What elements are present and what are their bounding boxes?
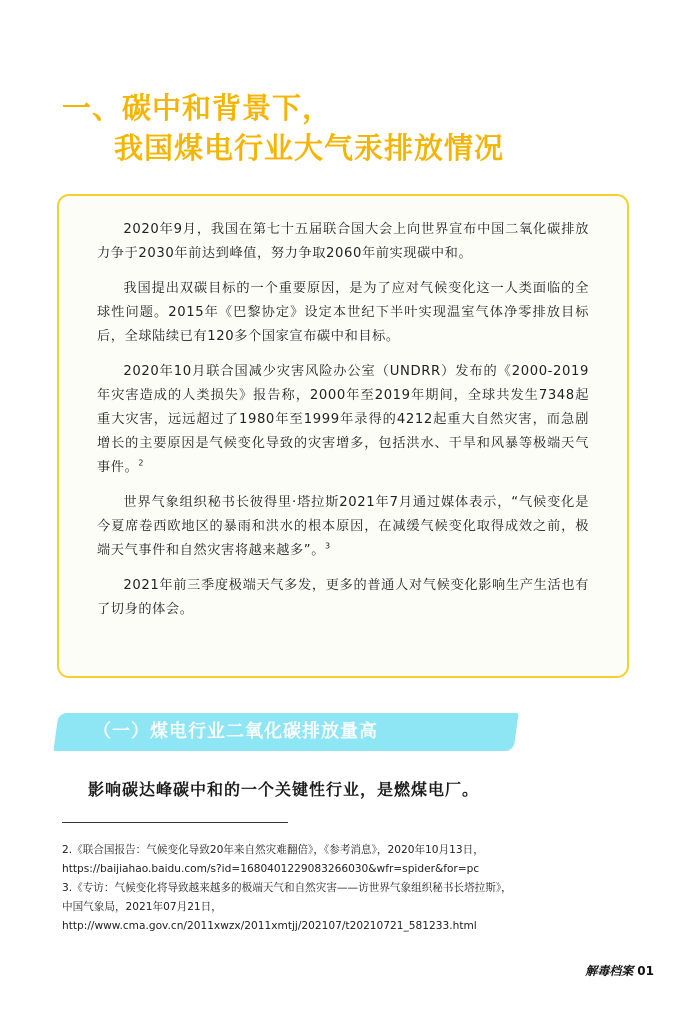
- intro-paragraph-2-text: 我国提出双碳目标的一个重要原因，是为了应对气候变化这一人类面临的全球性问题。2015年《巴黎协定》设定本世纪下半叶实现温室气体净零排放目标后，全球陆续已有120多个国家宣布碳中和目标。: [97, 281, 589, 344]
- page-title: [62, 88, 504, 168]
- intro-box: [57, 194, 629, 678]
- footnote-2-link[interactable]: https://baijiahao.baidu.com/s?id=1680401229083266030&wfr=spider&for=pc: [62, 863, 480, 875]
- section-heading: （一）煤电行业二氧化碳排放量高: [93, 721, 378, 742]
- footnote-ref-3[interactable]: 3: [325, 541, 331, 551]
- intro-paragraph-3-text: 2020年10月联合国减少灾害风险办公室（UNDRR）发布的《2000-2019年灾害造成的人类损失》报告称，2000年至2019年期间，全球共发生7348起重大灾害，远远超过了1980年至1999年录得的4212起重大自然灾害，而急剧增长的主要原因是气候变化导致的灾害增多，包括洪水、干旱和风暴等极端天气事件。: [97, 364, 589, 475]
- footnote-divider: [62, 822, 288, 823]
- intro-paragraph-1-text: 2020年9月，我国在第七十五届联合国大会上向世界宣布中国二氧化碳排放力争于2030年前达到峰值，努力争取2060年前实现碳中和。: [97, 222, 589, 261]
- intro-paragraph-4-text: 世界气象组织秘书长彼得里·塔拉斯2021年7月通过媒体表示，“气候变化是今夏席卷西欧地区的暴雨和洪水的根本原因，在减缓气候变化取得成效之前，极端天气事件和自然灾害将越来越多”。: [97, 495, 589, 558]
- intro-paragraph-1: [97, 218, 589, 266]
- page-title-line1: 一、碳中和背景下，: [62, 91, 333, 125]
- intro-paragraph-2: [97, 277, 589, 349]
- footer-brand: 解毒档案: [585, 964, 634, 978]
- footnote-2-citation: 2.《联合国报告：气候变化导致20年来自然灾难翻倍》，《参考消息》，2020年10月13日，: [62, 844, 484, 856]
- intro-paragraph-4: [97, 491, 589, 563]
- page-title-line2: 我国煤电行业大气汞排放情况: [114, 131, 505, 165]
- intro-paragraph-5-text: 2021年前三季度极端天气多发，更多的普通人对气候变化影响生产生活也有了切身的体会。: [97, 578, 589, 617]
- footnote-3-citation: 3.《专访：气候变化将导致越来越多的极端天气和自然灾害——访世界气象组织秘书长塔拉斯》，: [62, 882, 512, 894]
- intro-paragraph-3: [97, 360, 589, 480]
- lead-sentence: 影响碳达峰碳中和的一个关键性行业，是燃煤电厂。: [88, 780, 480, 799]
- page-footer: [585, 962, 654, 979]
- footnote-3-source: 中国气象局，2021年07月21日，: [62, 901, 222, 913]
- page-number: 01: [637, 964, 654, 978]
- footnote-ref-2[interactable]: 2: [138, 458, 145, 468]
- footnote-3-link[interactable]: http://www.cma.gov.cn/2011xwzx/2011xmtjj/202107/t20210721_581233.html: [62, 920, 477, 932]
- intro-paragraph-5: [97, 574, 589, 622]
- footnotes: [62, 841, 642, 936]
